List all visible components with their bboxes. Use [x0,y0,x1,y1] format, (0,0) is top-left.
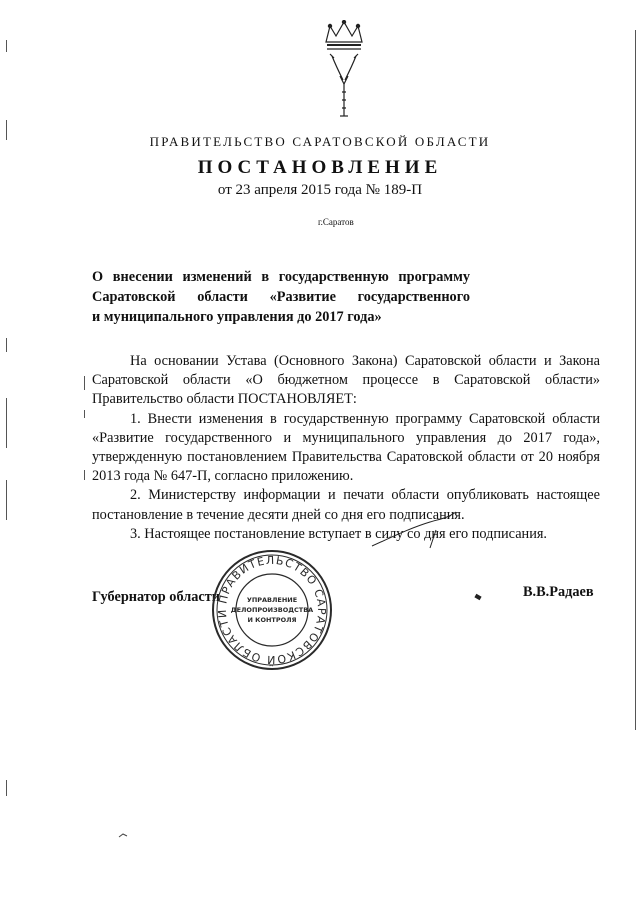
document-subject [92,267,470,327]
document-type: ПОСТАНОВЛЕНИЕ [197,157,443,178]
scan-edge-mark [84,410,85,418]
ink-mark [118,833,128,839]
body-paragraph: На основании Устава (Основного Закона) Саратовской области и Закона Саратовской области «О бюджетном процессе в Саратовской области» Правительство области ПОСТАНОВЛЯЕТ: [92,353,600,408]
body-paragraph: 1. Внести изменения в государственную программу Саратовской области «Развитие государственного и муниципального управления до 2017 года», утвержденную постановлением Правительства Саратовской области от 20 ноября 2013 года № 647-П, согласно приложению. [92,410,600,485]
official-stamp [210,548,334,672]
scan-edge-mark [6,40,7,52]
stamp-ring-text: ПРАВИТЕЛЬСТВО САРАТОВСКОЙ ОБЛАСТИ [215,553,329,667]
handwritten-signature [370,508,460,550]
crown-emblem-icon [318,20,370,132]
scan-edge-mark [6,480,7,520]
signatory-name: В.В.Радаев [523,584,594,600]
document-body [92,352,600,544]
ink-mark [474,594,481,600]
scan-edge-mark [6,338,7,352]
subject-line: Саратовской области «Развитие государственного [92,289,470,305]
stamp-center-line: ДЕЛОПРОИЗВОДСТВА [230,606,314,614]
subject-line: и муниципального управления до 2017 года» [92,309,382,325]
government-name: ПРАВИТЕЛЬСТВО САРАТОВСКОЙ ОБЛАСТИ [149,134,491,149]
body-paragraph: 2. Министерству информации и печати области опубликовать настоящее постановление в течение десяти дней со дня его подписания. [92,487,600,523]
document-city: г.Саратов [318,217,354,227]
stamp-center-line: УПРАВЛЕНИЕ [246,596,298,604]
body-paragraph: 3. Настоящее постановление вступает в силу со дня его подписания. [130,525,547,542]
document-date-number: от 23 апреля 2015 года № 189-П [217,182,423,198]
scan-edge-mark [84,470,85,480]
scan-edge-mark [6,398,7,448]
signatory-position: Губернатор области [92,589,221,605]
scan-edge-mark [84,376,85,390]
scan-edge-mark [6,780,7,796]
subject-line: О внесении изменений в государственную программу [92,269,470,285]
stamp-center-line: И КОНТРОЛЯ [247,616,297,624]
